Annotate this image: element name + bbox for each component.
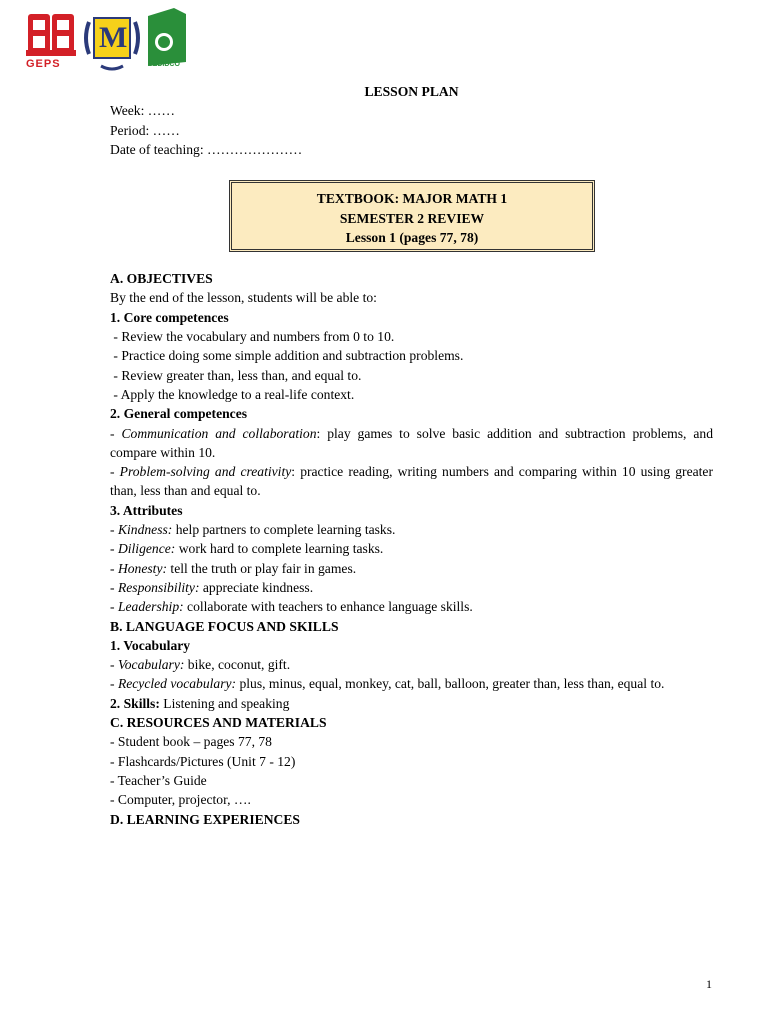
vocabulary-label: Vocabulary: [117, 657, 185, 673]
logo-group [24, 8, 194, 74]
resources-heading: C. RESOURCES AND MATERIALS [110, 715, 327, 731]
vocabulary-heading: 1. Vocabulary [110, 637, 191, 653]
attribute-label: Honesty: [117, 560, 168, 576]
box-semester-line: SEMESTER 2 REVIEW [339, 210, 485, 226]
box-lesson-line: Lesson 1 (pages 77, 78) [345, 230, 479, 245]
resource-item: - Flashcards/Pictures (Unit 7 - 12) [110, 753, 296, 769]
page-number: 1 [706, 977, 712, 991]
recycled-vocabulary-label: Recycled vocabulary: [117, 676, 237, 692]
date-line: Date of teaching: ………………… [110, 141, 303, 157]
recycled-vocabulary-item: - Recycled vocabulary: plus, minus, equal, monkey, cat, ball, balloon, greater than, less than, equal to. [110, 676, 665, 692]
core-item: - Practice doing some simple addition and subtraction problems. [110, 348, 464, 364]
skills-item [110, 694, 713, 713]
general-item [110, 462, 713, 501]
core-item: - Review greater than, less than, and equal to. [110, 367, 362, 383]
core-competences-heading: 1. Core competences [110, 309, 229, 325]
attribute-label: Responsibility: [117, 579, 200, 595]
week-line: Week: …… [110, 103, 175, 119]
page-title: LESSON PLAN [364, 84, 459, 99]
recycled-vocabulary-text: plus, minus, equal, monkey, cat, ball, balloon, greater than, less than, equal to. [236, 676, 665, 692]
skills-text: Listening and speaking [159, 695, 290, 711]
attributes-heading: 3. Attributes [110, 502, 183, 518]
learning-experiences-heading: D. LEARNING EXPERIENCES [110, 811, 300, 827]
objectives-heading: A. OBJECTIVES [110, 271, 213, 287]
general-item-label: Communication and collaboration [121, 425, 317, 441]
period-line: Period: …… [110, 122, 180, 138]
geps-logo-text: GEPS [26, 58, 61, 70]
core-item: - Review the vocabulary and numbers from 0 to 10. [110, 329, 395, 345]
attribute-label: Leadership: [117, 599, 184, 615]
attribute-text: collaborate with teachers to enhance language skills. [183, 599, 473, 615]
general-item-text: : play games to solve basic addition and subtraction problems, and compare within 10. [110, 425, 713, 460]
document-body [110, 82, 713, 829]
resource-item: - Student book – pages 77, 78 [110, 734, 272, 750]
general-item-label: Problem-solving and creativity [119, 464, 292, 480]
vocabulary-text: bike, coconut, gift. [184, 657, 291, 673]
attribute-item: - Responsibility: appreciate kindness. [110, 579, 314, 595]
language-focus-heading: B. LANGUAGE FOCUS AND SKILLS [110, 618, 339, 634]
attribute-label: Kindness: [117, 522, 173, 538]
attribute-text: work hard to complete learning tasks. [175, 541, 384, 557]
attribute-label: Diligence: [117, 541, 176, 557]
general-competences-heading: 2. General competences [110, 406, 248, 422]
resource-item: - Computer, projector, …. [110, 792, 251, 808]
attribute-text: appreciate kindness. [199, 579, 314, 595]
box-spacer [110, 159, 713, 269]
major-education-logo-letter: M [99, 21, 128, 54]
core-item: - Apply the knowledge to a real-life context. [110, 386, 355, 402]
attribute-item: - Leadership: collaborate with teachers to enhance language skills. [110, 599, 473, 615]
attribute-item: - Kindness: help partners to complete learning tasks. [110, 522, 396, 538]
general-item-prefix: - [110, 425, 122, 441]
attribute-item: - Honesty: tell the truth or play fair in games. [110, 560, 357, 576]
skills-label: 2. Skills: [110, 695, 160, 711]
general-item-prefix: - [110, 464, 120, 480]
attribute-text: tell the truth or play fair in games. [167, 560, 357, 576]
resource-item: - Teacher’s Guide [110, 772, 207, 788]
general-item [110, 424, 713, 463]
sedidco-logo-text: SEDIDCO [148, 61, 180, 68]
objectives-intro: By the end of the lesson, students will be able to: [110, 290, 377, 306]
attribute-text: help partners to complete learning tasks. [172, 522, 396, 538]
general-item-text: : practice reading, writing numbers and comparing within 10 using greater than, less than and equal to. [110, 464, 713, 499]
box-textbook-line: TEXTBOOK: MAJOR MATH 1 [316, 191, 508, 206]
attribute-item: - Diligence: work hard to complete learning tasks. [110, 541, 384, 557]
vocabulary-item: - Vocabulary: bike, coconut, gift. [110, 657, 291, 673]
